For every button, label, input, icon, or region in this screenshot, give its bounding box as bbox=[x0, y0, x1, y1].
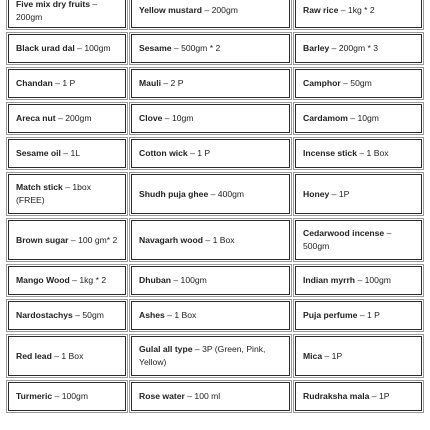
item-name: Match stick bbox=[16, 182, 63, 192]
table-cell bbox=[131, 34, 290, 63]
separator: – bbox=[202, 5, 212, 15]
item-quantity: 200gm * 3 bbox=[338, 43, 379, 53]
item-quantity: 10gm bbox=[357, 113, 379, 123]
separator: – bbox=[347, 113, 358, 123]
table-cell bbox=[8, 0, 126, 28]
item-text bbox=[16, 390, 88, 403]
item-name: Ashes bbox=[139, 310, 165, 320]
table-cell bbox=[8, 104, 126, 133]
item-quantity: 1 Box bbox=[174, 310, 197, 320]
item-text bbox=[139, 309, 196, 322]
separator: – bbox=[164, 310, 175, 320]
item-name: Puja perfume bbox=[303, 310, 358, 320]
item-name: Barley bbox=[303, 43, 330, 53]
separator: – bbox=[72, 310, 83, 320]
table-cell bbox=[295, 139, 422, 168]
item-quantity: 1 Box bbox=[61, 350, 84, 361]
separator: – bbox=[184, 391, 195, 401]
item-quantity: 1 Box bbox=[366, 148, 389, 158]
item-text bbox=[16, 42, 111, 55]
separator: – bbox=[357, 310, 368, 320]
item-name: Rudraksha mala bbox=[303, 391, 370, 401]
item-name: Cardamom bbox=[303, 113, 348, 123]
item-text bbox=[139, 274, 207, 287]
table-cell bbox=[8, 34, 126, 63]
item-name: Rose water bbox=[139, 391, 185, 401]
item-name: Five mix dry fruits bbox=[16, 0, 91, 9]
table-cell bbox=[295, 0, 422, 28]
item-text bbox=[139, 147, 210, 160]
item-name: Cotton wick bbox=[139, 148, 188, 158]
separator: – bbox=[62, 182, 73, 192]
table-cell bbox=[295, 104, 422, 133]
item-text bbox=[16, 309, 104, 322]
item-quantity: 3P (Green, Pink, Yellow) bbox=[139, 344, 266, 367]
table-cell bbox=[131, 104, 290, 133]
item-text bbox=[303, 350, 342, 363]
separator: – bbox=[356, 148, 367, 158]
item-name: Camphor bbox=[303, 78, 341, 88]
table-cell bbox=[131, 174, 290, 214]
item-quantity: 400gm bbox=[217, 188, 245, 199]
item-quantity: 1P bbox=[338, 188, 350, 199]
table-cell bbox=[8, 336, 126, 376]
separator: – bbox=[160, 78, 171, 88]
separator: – bbox=[203, 234, 213, 245]
separator: – bbox=[74, 43, 85, 53]
item-quantity: 1P bbox=[378, 391, 390, 401]
table-cell bbox=[8, 220, 126, 260]
item-name: Turmeric bbox=[16, 391, 53, 401]
table-cell bbox=[131, 0, 290, 28]
item-text bbox=[303, 390, 389, 403]
separator: – bbox=[187, 148, 198, 158]
item-quantity: 50gm bbox=[350, 78, 372, 88]
separator: – bbox=[338, 5, 348, 15]
item-quantity: 100gm bbox=[180, 275, 207, 285]
item-name: Sesame bbox=[139, 43, 172, 53]
item-text bbox=[139, 343, 283, 369]
separator: – bbox=[90, 0, 98, 9]
table-cell bbox=[131, 69, 290, 98]
item-name: Nardostachys bbox=[16, 310, 73, 320]
item-quantity: 2 P bbox=[170, 78, 184, 88]
item-name: Navagarh wood bbox=[139, 234, 203, 245]
item-quantity: 1 P bbox=[367, 310, 380, 320]
separator: – bbox=[51, 350, 62, 361]
table-cell bbox=[295, 382, 422, 411]
separator: – bbox=[69, 275, 80, 285]
item-text bbox=[139, 42, 220, 55]
puja-items-table bbox=[8, 0, 422, 411]
separator: – bbox=[208, 188, 218, 199]
item-name: Raw rice bbox=[303, 5, 339, 15]
separator: – bbox=[162, 113, 172, 123]
item-text bbox=[139, 188, 244, 201]
item-name: Black urad dal bbox=[16, 43, 75, 53]
table-cell bbox=[131, 301, 290, 330]
separator: – bbox=[171, 43, 182, 53]
item-name: Gulal all type bbox=[139, 344, 193, 354]
item-quantity: 100 gm* 2 bbox=[78, 234, 118, 245]
item-text bbox=[139, 390, 220, 403]
separator: – bbox=[60, 148, 71, 158]
item-quantity: 1P bbox=[331, 350, 343, 361]
table-cell bbox=[8, 174, 126, 214]
item-name: Sesame oil bbox=[16, 148, 61, 158]
item-text bbox=[303, 188, 349, 201]
item-name: Red lead bbox=[16, 350, 52, 361]
item-name: Incense stick bbox=[303, 148, 357, 158]
item-text bbox=[303, 4, 375, 17]
item-quantity: 500gm * 2 bbox=[181, 43, 221, 53]
table-cell bbox=[295, 336, 422, 376]
item-text bbox=[303, 147, 389, 160]
item-text bbox=[139, 77, 183, 90]
item-name: Mango Wood bbox=[16, 275, 70, 285]
item-text bbox=[303, 309, 380, 322]
item-name: Brown sugar bbox=[16, 234, 69, 245]
item-text bbox=[303, 42, 378, 55]
item-quantity: 50gm bbox=[82, 310, 104, 320]
item-quantity: 1kg * 2 bbox=[79, 275, 107, 285]
item-quantity: 1 Box bbox=[212, 234, 235, 245]
table-cell bbox=[131, 220, 290, 260]
separator: – bbox=[340, 78, 351, 88]
item-text bbox=[16, 77, 75, 90]
item-name: Mauli bbox=[139, 78, 161, 88]
table-cell bbox=[8, 382, 126, 411]
item-name: Honey bbox=[303, 188, 330, 199]
item-quantity: 100gm bbox=[364, 275, 391, 285]
item-quantity: 200gm bbox=[211, 5, 238, 15]
table-cell bbox=[131, 336, 290, 376]
item-name: Mica bbox=[303, 350, 323, 361]
table-cell bbox=[295, 266, 422, 295]
table-cell bbox=[295, 34, 422, 63]
table-cell bbox=[295, 174, 422, 214]
item-text bbox=[16, 274, 106, 287]
item-quantity: 1L bbox=[70, 148, 81, 158]
item-quantity: 1kg * 2 bbox=[347, 5, 375, 15]
item-quantity: 1 P bbox=[197, 148, 211, 158]
table-cell bbox=[8, 139, 126, 168]
table-cell bbox=[131, 382, 290, 411]
item-text bbox=[16, 112, 91, 125]
table-cell bbox=[8, 301, 126, 330]
item-text bbox=[16, 350, 83, 363]
table-cell bbox=[295, 301, 422, 330]
separator: – bbox=[384, 228, 392, 238]
table-cell bbox=[295, 69, 422, 98]
item-text bbox=[139, 234, 235, 247]
item-quantity: 200gm bbox=[65, 113, 92, 123]
item-text bbox=[303, 112, 379, 125]
item-quantity: 100 ml bbox=[194, 391, 221, 401]
separator: – bbox=[170, 275, 181, 285]
item-quantity: 200gm bbox=[16, 11, 43, 22]
item-text bbox=[16, 0, 119, 24]
item-quantity: 1 P bbox=[62, 78, 76, 88]
separator: – bbox=[52, 391, 62, 401]
item-name: Yellow mustard bbox=[139, 5, 203, 15]
table-cell bbox=[8, 266, 126, 295]
item-name: Shudh puja ghee bbox=[139, 188, 209, 199]
separator: – bbox=[329, 188, 339, 199]
item-name: Areca nut bbox=[16, 113, 56, 123]
separator: – bbox=[322, 350, 332, 361]
table-cell bbox=[8, 69, 126, 98]
item-quantity: 1box (FREE) bbox=[16, 182, 92, 205]
table-cell bbox=[295, 220, 422, 260]
separator: – bbox=[52, 78, 63, 88]
separator: – bbox=[55, 113, 66, 123]
separator: – bbox=[329, 43, 339, 53]
item-quantity: 100gm bbox=[61, 391, 88, 401]
item-text bbox=[139, 112, 193, 125]
item-quantity: 100gm bbox=[84, 43, 111, 53]
item-name: Clove bbox=[139, 113, 163, 123]
item-name: Dhuban bbox=[139, 275, 171, 285]
table-cell bbox=[131, 139, 290, 168]
separator: – bbox=[355, 275, 365, 285]
item-name: Chandan bbox=[16, 78, 53, 88]
separator: – bbox=[68, 234, 79, 245]
separator: – bbox=[369, 391, 379, 401]
item-text bbox=[303, 274, 391, 287]
separator: – bbox=[192, 344, 203, 354]
item-text bbox=[16, 234, 117, 247]
item-text bbox=[16, 181, 119, 207]
item-text bbox=[303, 227, 415, 253]
item-name: Cedarwood incense bbox=[303, 228, 385, 238]
item-text bbox=[16, 147, 80, 160]
item-text bbox=[303, 77, 372, 90]
table-cell bbox=[131, 266, 290, 295]
item-text bbox=[139, 4, 238, 17]
item-quantity: 10gm bbox=[171, 113, 194, 123]
item-name: Indian myrrh bbox=[303, 275, 356, 285]
item-quantity: 500gm bbox=[303, 241, 330, 251]
